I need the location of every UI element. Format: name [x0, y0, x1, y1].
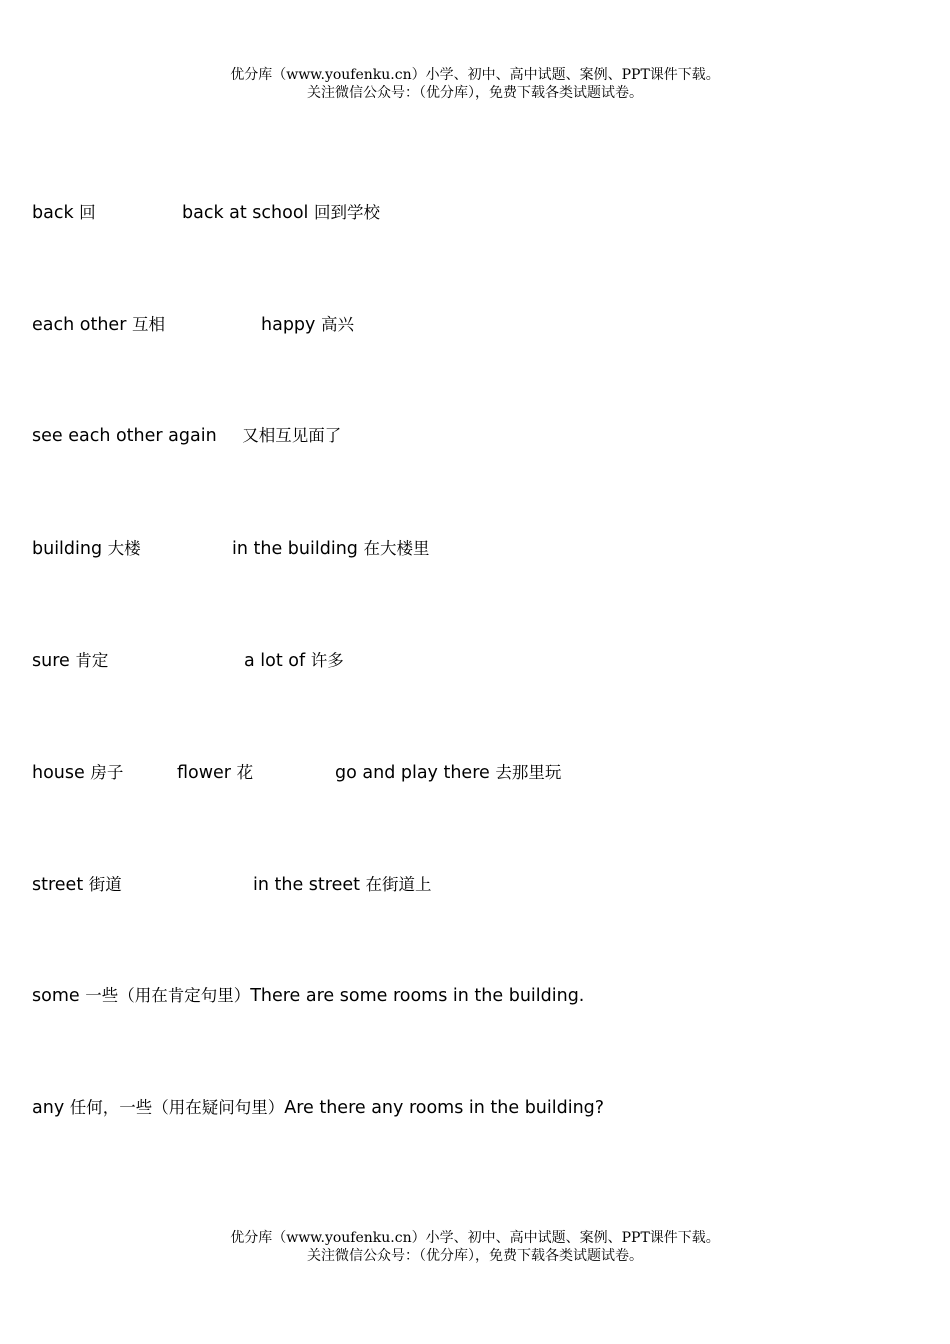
vocab-entry — [177, 760, 253, 785]
vocab-entry — [244, 648, 344, 673]
english-term: back at school — [182, 203, 314, 223]
vocab-line-back — [0, 200, 950, 224]
english-term: sure — [32, 651, 76, 671]
english-term: each other — [32, 315, 132, 335]
vocab-line-street — [0, 872, 950, 896]
english-term: a lot of — [244, 651, 311, 671]
vocab-entry — [32, 536, 141, 561]
english-term: flower — [177, 763, 237, 783]
vocab-line-sure — [0, 648, 950, 672]
example-sentence: There are some rooms in the building. — [250, 986, 585, 1006]
page-header — [0, 66, 950, 102]
english-term: see each other again — [32, 426, 223, 446]
english-term: any — [32, 1098, 70, 1118]
chinese-meaning: 大楼 — [107, 539, 141, 558]
english-term: house — [32, 763, 91, 783]
vocab-entry — [261, 312, 354, 337]
english-term: in the street — [253, 875, 366, 895]
english-term: in the building — [232, 539, 364, 559]
chinese-meaning: 任何，一些（用在疑问句里） — [69, 1098, 285, 1117]
header-line-1: 优分库（www.youfenku.cn）小学、初中、高中试题、案例、PPT课件下载。 — [230, 67, 720, 83]
vocab-entry — [32, 648, 108, 673]
footer-line-2: 关注微信公众号：（优分库），免费下载各类试题试卷。 — [307, 1248, 643, 1264]
chinese-meaning: 在大楼里 — [363, 539, 430, 558]
vocab-entry — [253, 872, 432, 897]
page-footer — [0, 1229, 950, 1265]
chinese-meaning: 高兴 — [320, 315, 354, 334]
vocab-line-house — [0, 760, 950, 784]
example-sentence: Are there any rooms in the building? — [284, 1098, 605, 1118]
vocab-entry — [32, 312, 165, 337]
chinese-meaning: 回到学校 — [313, 203, 380, 222]
vocab-line-some — [0, 983, 950, 1007]
chinese-meaning: 街道 — [88, 875, 122, 894]
vocab-line-any — [0, 1095, 950, 1119]
english-term: back — [32, 203, 80, 223]
chinese-meaning: 去那里玩 — [495, 763, 562, 782]
chinese-meaning: 花 — [236, 763, 254, 782]
vocab-entry — [32, 872, 122, 897]
vocab-entry — [182, 200, 380, 225]
header-line-2: 关注微信公众号：（优分库），免费下载各类试题试卷。 — [307, 85, 643, 101]
chinese-meaning: 回 — [79, 203, 96, 222]
chinese-meaning: 又相互见面了 — [242, 426, 342, 445]
vocab-entry — [32, 423, 341, 448]
english-term: building — [32, 539, 108, 559]
english-term: some — [32, 986, 86, 1006]
vocab-entry — [335, 760, 561, 785]
chinese-meaning: 肯定 — [75, 651, 109, 670]
chinese-meaning: 房子 — [90, 763, 124, 782]
vocab-entry — [32, 1095, 604, 1120]
vocab-line-see-each-other — [0, 423, 950, 447]
vocab-line-building — [0, 536, 950, 560]
footer-line-1: 优分库（www.youfenku.cn）小学、初中、高中试题、案例、PPT课件下载。 — [230, 1230, 720, 1246]
vocab-entry — [32, 983, 584, 1008]
chinese-meaning: 互相 — [131, 315, 165, 334]
english-term: street — [32, 875, 89, 895]
vocab-entry — [232, 536, 429, 561]
vocab-entry — [32, 760, 123, 785]
english-term: happy — [261, 315, 321, 335]
chinese-meaning: 许多 — [310, 651, 344, 670]
chinese-meaning: 在街道上 — [365, 875, 432, 894]
chinese-meaning: 一些（用在肯定句里） — [85, 986, 251, 1005]
vocab-entry — [32, 200, 96, 225]
vocab-line-each-other — [0, 312, 950, 336]
english-term: go and play there — [335, 763, 496, 783]
